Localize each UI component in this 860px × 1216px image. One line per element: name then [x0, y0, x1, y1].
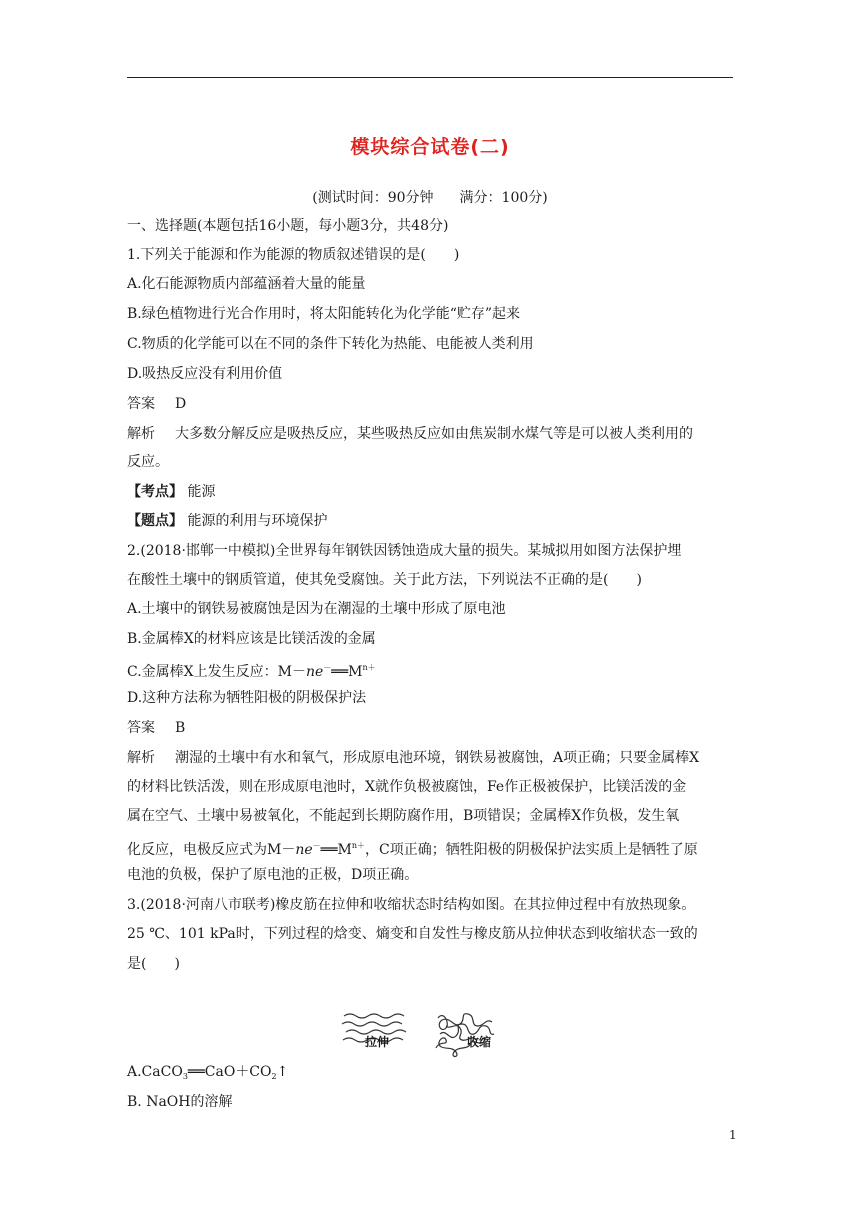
answer-label: 答案: [127, 396, 155, 412]
q3-option-a: [127, 1062, 288, 1087]
q1-option-a: A.化石能源物质内部蕴涵着大量的能量: [127, 276, 366, 292]
q2-analysis-line-1: [127, 748, 699, 768]
q2-option-c-sup: －: [323, 663, 332, 672]
q2-analysis-line-2: 的材料比铁活泼，则在形成原电池时，X就作负极被腐蚀，Fe作正极被保护，比镁活泼的金: [127, 779, 687, 795]
q2-option-c: [127, 658, 376, 682]
exam-score: 满分：100分): [459, 190, 548, 206]
q2-analysis-4-charge: n＋: [351, 841, 366, 850]
section-heading: 一、选择题(本题包括16小题，每小题3分，共48分): [127, 218, 449, 234]
exam-time: (测试时间：90分钟: [312, 190, 434, 206]
page-title: 模块综合试卷(二): [350, 136, 510, 158]
q3-option-a-pre: A.CaCO: [127, 1064, 183, 1080]
analysis-label: 解析: [127, 426, 155, 442]
q1-answer: [127, 394, 186, 414]
q1-stem: 1.下列关于能源和作为能源的物质叙述错误的是( ): [127, 247, 460, 263]
q2-option-d: D.这种方法称为牺牲阳极的阴极保护法: [127, 690, 367, 706]
q2-analysis-line-5: 电池的负极，保护了原电池的正极，D项正确。: [127, 867, 419, 883]
q3-stem-line-1: 3.(2018·河南八市联考)橡皮筋在拉伸和收缩状态时结构如图。在其拉伸过程中有放热现象。: [127, 897, 696, 913]
q2-option-b: B.金属棒X的材料应该是比镁活泼的金属: [127, 631, 376, 647]
answer-value: B: [175, 720, 186, 736]
q2-analysis-line-3: 属在空气、土壤中易被氧化，不能起到长期防腐作用，B项错误；金属棒X作负极，发生氧: [127, 808, 680, 824]
analysis-label: 解析: [127, 750, 155, 766]
q1-tidian: [127, 511, 327, 531]
q2-analysis-4-post: ，C项正确；牺牲阳极的阴极保护法实质上是牺牲了原: [365, 842, 698, 858]
answer-value: D: [175, 396, 187, 412]
q1-option-c: C.物质的化学能可以在不同的条件下转化为热能、电能被人类利用: [127, 336, 534, 352]
q1-option-b: B.绿色植物进行光合作用时，将太阳能转化为化学能“贮存”起来: [127, 306, 521, 322]
kaodian-label: 【考点】: [127, 484, 183, 500]
q2-stem-line-2: 在酸性土壤中的钢质管道，使其免受腐蚀。关于此方法，下列说法不正确的是( ): [127, 572, 642, 588]
q1-kaodian: [127, 482, 215, 502]
q3-option-a-mid: ══CaO＋CO: [187, 1064, 272, 1080]
figure-label-stretch: 拉伸: [365, 1035, 390, 1049]
q2-analysis-4-pre: 化反应，电极反应式为M－: [127, 842, 296, 858]
q2-option-c-mid: ══M: [331, 664, 363, 680]
q2-option-c-e: e: [315, 664, 324, 680]
q2-option-c-n: n: [305, 664, 315, 680]
q3-option-a-sub2: 2: [271, 1072, 277, 1081]
q1-option-d: D.吸热反应没有利用价值: [127, 366, 283, 382]
q2-option-c-text: C.金属棒X上发生反应：M－: [127, 664, 306, 680]
kaodian-value: 能源: [187, 484, 216, 500]
page-number: 1: [729, 1128, 737, 1142]
q3-option-a-sub1: 3: [182, 1072, 188, 1081]
q3-option-b: B. NaOH的溶解: [127, 1094, 233, 1110]
answer-label: 答案: [127, 720, 155, 736]
exam-info: [0, 187, 860, 207]
q2-option-a: A.土壤中的钢铁易被腐蚀是因为在潮湿的土壤中形成了原电池: [127, 601, 506, 617]
q2-answer: [127, 718, 185, 738]
q1-analysis-line-2: 反应。: [127, 454, 169, 470]
q1-analysis-line-1: [127, 424, 693, 444]
figure-label-shrink: 收缩: [467, 1035, 492, 1049]
q2-analysis-4-mid: ══M: [320, 842, 352, 858]
analysis-text: 大多数分解反应是吸热反应，某些吸热反应如由焦炭制水煤气等是可以被人类利用的: [175, 426, 693, 442]
q2-stem-line-1: 2.(2018·邯郸一中模拟)全世界每年钢铁因锈蚀造成大量的损失。某城拟用如图方法保护埋: [127, 543, 682, 559]
q2-analysis-4-e: e: [304, 842, 313, 858]
q2-analysis-line-4: [127, 836, 698, 860]
tidian-label: 【题点】: [127, 513, 183, 529]
q3-stem-line-3: 是( ): [127, 956, 180, 972]
q3-stem-line-2: 25 ℃、101 kPa时，下列过程的焓变、熵变和自发性与橡皮筋从拉伸状态到收缩状态一致的: [127, 926, 698, 942]
tidian-value: 能源的利用与环境保护: [187, 513, 328, 529]
header-rule: [127, 77, 733, 78]
q2-analysis-4-sup: －: [312, 841, 321, 850]
analysis-text: 潮湿的土壤中有水和氧气，形成原电池环境，钢铁易被腐蚀，A项正确；只要金属棒X: [175, 750, 700, 766]
q2-option-c-charge: n＋: [362, 663, 376, 672]
q3-option-a-arrow: ↑: [276, 1064, 289, 1080]
q2-analysis-4-n: n: [295, 842, 305, 858]
